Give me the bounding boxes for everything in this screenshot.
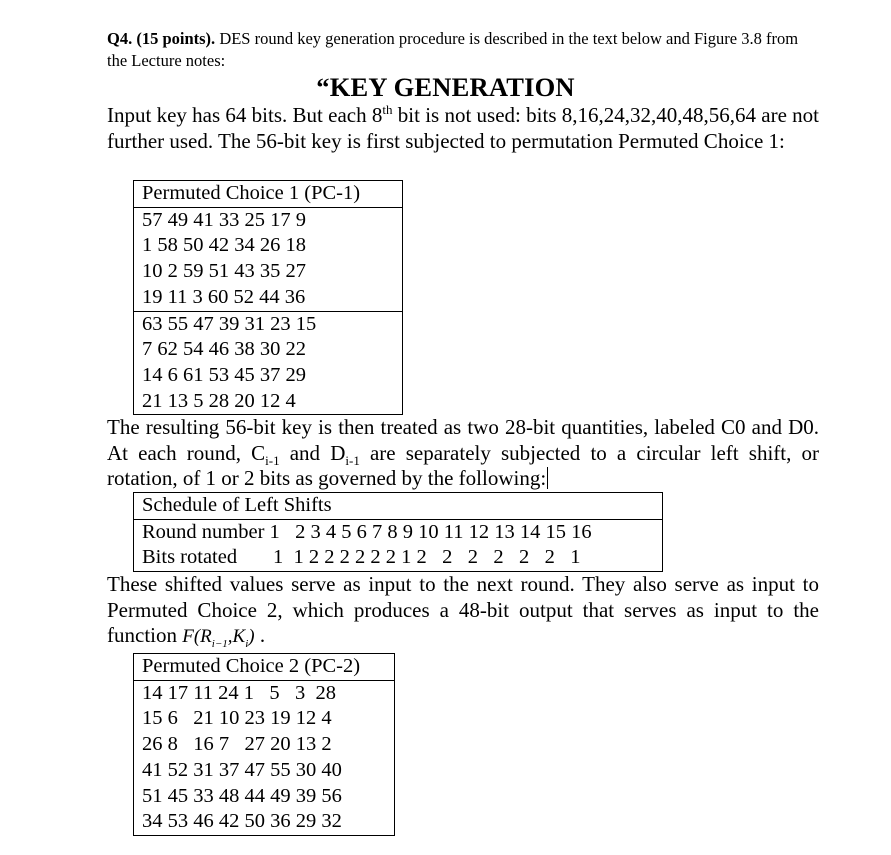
- para1-text-b: bit is not used: bits 8,16,24,32,40,48,56,64 are not further used. The 56-bit key is first subjected to permutation Permuted Choice 1:: [107, 103, 819, 153]
- question-label: Q4. (15 points).: [107, 29, 216, 48]
- fn-arg-r: (R: [193, 626, 212, 647]
- shifts-round-row: Round number 1 2 3 4 5 6 7 8 9 10 11 12 13 14 15 16: [134, 519, 663, 545]
- pc1-row: 19 11 3 60 52 44 36: [134, 285, 403, 311]
- pc2-row: 15 6 21 10 23 19 12 4: [134, 706, 395, 732]
- pc1-row: 1 58 50 42 34 26 18: [134, 233, 403, 259]
- pc1-row: 57 49 41 33 25 17 9: [134, 207, 403, 233]
- pc1-table: [133, 180, 403, 415]
- para2-text-a: The resulting 56-bit key is then treated as two 28-bit quantities, labeled C0 and D0. At each round, C: [107, 415, 819, 465]
- text-cursor: [547, 467, 548, 489]
- pc1-title: Permuted Choice 1 (PC-1): [134, 181, 403, 208]
- pc2-row: 34 53 46 42 50 36 29 32: [134, 809, 395, 835]
- para2-text-b: and D: [279, 440, 346, 465]
- fn-close: ): [248, 626, 255, 647]
- pc2-row: 14 17 11 24 1 5 3 28: [134, 680, 395, 706]
- question-text: DES round key generation procedure is described in the text below and Figure 3.8 from the Lecture notes:: [107, 29, 799, 70]
- pc1-row: 10 2 59 51 43 35 27: [134, 259, 403, 285]
- para1-text-a: Input key has 64 bits. But each 8: [107, 103, 383, 127]
- para2-subscript-d: i-1: [345, 452, 360, 468]
- paragraph-rotation: [107, 415, 819, 492]
- shifts-title: Schedule of Left Shifts: [134, 493, 663, 520]
- shifts-bits-row: Bits rotated 1 1 2 2 2 2 2 2 1 2 2 2 2 2 2 1: [134, 545, 663, 571]
- para2-subscript-c: i-1: [265, 452, 280, 468]
- pc1-row: 14 6 61 53 45 37 29: [134, 363, 403, 389]
- pc1-row: 7 62 54 46 38 30 22: [134, 337, 403, 363]
- pc2-table: [133, 653, 395, 836]
- paragraph-input-key: [107, 103, 819, 154]
- pc1-row: 21 13 5 28 20 12 4: [134, 389, 403, 415]
- fn-subscript-r: i−1: [211, 637, 228, 650]
- function-expression: [182, 626, 255, 650]
- fn-name: F: [182, 626, 194, 647]
- pc2-title: Permuted Choice 2 (PC-2): [134, 654, 395, 681]
- para3-text: These shifted values serve as input to the next round. They also serve as input to Permuted Choice 2, which produces a 48-bit output that serves as input to the function: [107, 572, 819, 647]
- fn-subscript-k: i: [245, 637, 249, 650]
- paragraph-pc2-intro: [107, 572, 819, 650]
- question-intro: [107, 28, 819, 72]
- para2-text-c: are separately subjected to a circular left shift, or rotation, of 1 or 2 bits as governed by the following:: [107, 440, 819, 490]
- pc2-row: 51 45 33 48 44 49 39 56: [134, 784, 395, 810]
- pc2-row: 41 52 31 37 47 55 30 40: [134, 758, 395, 784]
- pc2-row: 26 8 16 7 27 20 13 2: [134, 732, 395, 758]
- section-heading: “KEY GENERATION: [316, 72, 575, 102]
- para1-superscript: th: [382, 102, 393, 117]
- para3-end: .: [254, 623, 266, 647]
- pc1-row: 63 55 47 39 31 23 15: [134, 311, 403, 337]
- left-shifts-table: [133, 492, 663, 572]
- fn-arg-k: ,K: [227, 626, 246, 647]
